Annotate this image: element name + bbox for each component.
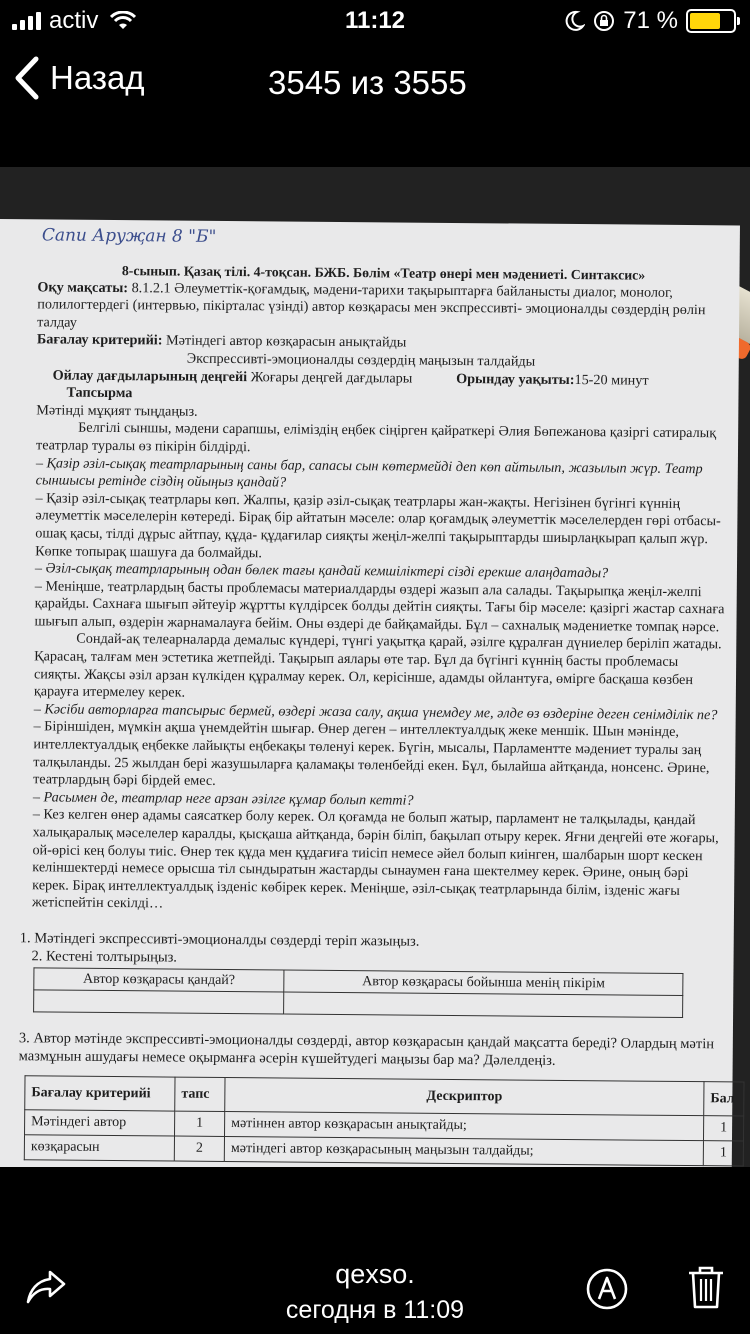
rubric-header-task: тапс (175, 1077, 225, 1111)
chevron-left-icon (14, 56, 40, 100)
document-title: 8-сынып. Қазақ тілі. 4-тоқсан. БЖБ. Бөлім «Театр өнері мен мәдениеті. Синтаксис» (121, 263, 646, 283)
intro-paragraph: Белгілі сыншы, мәдени сарапшы, еліміздің еңбек сіңірген қайраткері Әлия Бөпежанова қазіргі сатиралық театрлар туралы өз пікірін білдірді. (35, 420, 717, 456)
objective-text: 8.1.2.1 Әлеуметтік-қоғамдық, мәдени-тарихи тақырыптарға байланысты диалог, монолог, полилогтердегі (интервью, пікірталас үзінді) автор көзқарасы мен экспрессивті- эмоционалды сөздердің рөлін талдау (37, 279, 706, 331)
back-button[interactable] (14, 56, 145, 100)
task-2: 2. Кестені толтырыңыз. (31, 947, 178, 966)
markup-icon[interactable] (585, 1267, 629, 1311)
criteria-1: Мәтіндегі автор көзқарасын анықтайды (165, 332, 407, 351)
moon-icon (563, 10, 585, 32)
battery-fill (690, 13, 720, 29)
answer-3: – Біріншіден, мүмкін ақша үнемдейтін шығар. Өнер деген – интеллектуалдық жеке меншік. Шын мәнінде, интеллектуалдық еңбекке лайықты еңбекақы төленуі керек. Бүгін, мысалы, Парламентте мәдениет туралы заң талқыланды. 25 жылдан бері жазушыларға қаламақы төленбейді екен. Бұл, былайша айтқанда, нонсенс. Әрине, театрлардың бәрі бірдей емес. (33, 718, 710, 790)
status-time: 11:12 (344, 7, 406, 34)
rubric-header-criteria: Бағалау критерийі (25, 1076, 175, 1111)
answer-table-cell (284, 992, 683, 1017)
task-label: Тапсырма (66, 384, 133, 402)
nav-bar (0, 44, 750, 124)
task-3: 3. Автор мәтінде экспрессивті-эмоционалды сөздерді, автор көзқарасын қандай мақсатта береді? Олардың мәтін мазмұнын ашудағы немесе оқырманға әсерін күшейтудегі маңызы бар ма? Дәлелдеңіз. (18, 1030, 715, 1069)
question-2: – Әзіл-сықақ театрларының одан бөлек тағы қандай кемшіліктері сізді ерекше алаңдатады? (34, 560, 609, 582)
answer-table-header-1: Автор көзқарасы қандай? (34, 968, 284, 992)
status-right (563, 7, 736, 35)
thinking-value: Жоғары деңгей дағдылары (250, 368, 413, 387)
rubric-descriptor: мәтіннен автор көзқарасын анықтайды; (225, 1112, 704, 1141)
answer-2-continued: Сондай-ақ телеарналарда демалыс күндері, түнгі уақытқа қарай, әзілге құралған дүниелер беріліп жатады. Қарасаң, талғам мен эстетика жетпейді. Тақырып аялары өте тар. Бұл да бүгінгі күннің басты проблемасы сияқты. Жақсы әзіл арзан күлкіден құралмау керек. Ол, керісінше, адамды ойлантуға, өмірге басқаша көзбен қарауға итермелеу керек. (33, 631, 722, 701)
time-label: Орындау уақыты: (456, 370, 575, 388)
objective-paragraph (37, 279, 729, 338)
question-4: – Расымен де, театрлар неге арзан әзілге құмар болып кетті? (32, 789, 414, 809)
task-1: 1. Мәтіндегі экспрессивті-эмоционалды сөздерді теріп жазыңыз. (19, 930, 420, 950)
rotation-lock-icon (593, 10, 615, 32)
answer-4: – Кез келген өнер адамы саясаткер болу керек. Ол қоғамда не болып жатыр, парламент не талқылады, қандай халықаралық мәселелер каралды, қысқаша айтқанда, бәрін біліп, бақылап отыру керек. Яғни деңгейі өте жоғары, ой-өрісі кең болуы тиіс. Өнер тек құда мен құдағиға тиісіп немесе әйел болып киінген, шалбарын шорт кескен келіншектерді немесе орысша тіл сындыратын жастарды сынаумен ғана шектелмеу керек. Әрине, оның бәрі керек. Бірақ интеллектуалдық ізденіс көбірек керек. Меніңше, әзіл-сықақ театрларында білім, ізденіс жағы жетіспейтін секілді… (31, 806, 719, 912)
rubric-table (24, 1076, 745, 1166)
sent-time: сегодня в 11:09 (285, 1296, 465, 1324)
answer-table-cell (34, 990, 284, 1014)
trash-icon[interactable] (686, 1264, 726, 1310)
time-value: 15-20 минут (574, 371, 649, 389)
question-3: – Кәсіби авторларға тапсырыс бермей, өздері жаза салу, ақша үнемдеу ме, әлде өз өздеріне деген сенімділік пе? (33, 701, 718, 724)
rubric-task-number: 1 (175, 1111, 225, 1136)
bottom-bar (0, 1167, 750, 1334)
message-info (0, 1259, 750, 1325)
handwritten-name: Сапи Аруҗан 8 "Б" (41, 225, 217, 247)
document-paper (0, 219, 740, 1167)
rubric-score: 1 (703, 1116, 743, 1141)
rubric-row (24, 1135, 743, 1166)
answer-1: – Қазір әзіл-сықақ театрлары көп. Жалпы, қазір әзіл-сықақ театрлары жан-жақты. Негізінен бүгінгі күннің әлеуметтік мәселелерін көтереді. Бірақ бір айтатын мәселе: олар қоғамдық әлеуметтік мәселелерден гөрі отбасы-ошақ қасы, тілді дұрыс айтпау, құда- құдағилар сияқты жеңіл-желпі тақырыптарды шиырлаңкырап қалып жүр. Көпке топырақ шашуға да болмайды. (35, 490, 721, 561)
answer-2: – Меніңше, театрлардың басты проблемасы материалдарды өздері жазып ала салады. Тақырыпқа жеңіл-желпі қарайды. Сахнаға шығып әйтеуір жұртты күлдірсек болды дейтін сияқты. Тағы бір мәселе: қазіргі жастар сахнаға шығып алып, өздерін жарнамалауға бейім. Оны өздері де байқамайды. Бұл – сахналық мәдениетке томпақ нәрсе. (34, 578, 725, 636)
rubric-task-number: 2 (174, 1136, 224, 1161)
listen-instruction: Мәтінді мұқият тыңдаңыз. (36, 402, 198, 420)
rubric-criteria-cell: көзқарасын (24, 1135, 174, 1161)
answer-table-header-2: Автор көзқарасы бойынша менің пікірім (284, 970, 683, 995)
rubric-criteria-cell: Мәтіндегі автор (25, 1110, 175, 1136)
criteria-label: Бағалау критерийі: (36, 331, 163, 349)
photo-viewer[interactable] (0, 167, 750, 1167)
rubric-descriptor: мәтіндегі автор көзқарасының маңызын талдайды; (224, 1136, 703, 1165)
status-bar (0, 0, 750, 40)
sender-name: qexso. (335, 1259, 415, 1289)
carrier-name: activ (49, 7, 99, 34)
rubric-score: 1 (703, 1141, 743, 1166)
back-label: Назад (50, 59, 145, 96)
thinking-label: Ойлау дағдыларының деңгейі (52, 367, 248, 385)
criteria-2: Экспрессивті-эмоционалды сөздердің маңызын талдайды (186, 350, 536, 370)
battery-percent: 71 % (623, 7, 678, 34)
objective-label: Оқу мақсаты: (37, 278, 129, 296)
rubric-header-score: Бал (704, 1082, 744, 1116)
answer-table (33, 967, 683, 1018)
photo-counter: 3545 из 3555 (268, 64, 467, 101)
question-1: – Қазір әзіл-сықақ театрларының саны бар, сапасы сын көтермейді деп көп айтылып, жазылып жүр. Театр сыншысы ретінде сіздің ойыңыз қандай? (35, 454, 703, 491)
tasks-section (19, 930, 724, 1018)
battery-icon (686, 9, 736, 33)
rubric-header-descriptor: Дескриптор (225, 1078, 704, 1116)
